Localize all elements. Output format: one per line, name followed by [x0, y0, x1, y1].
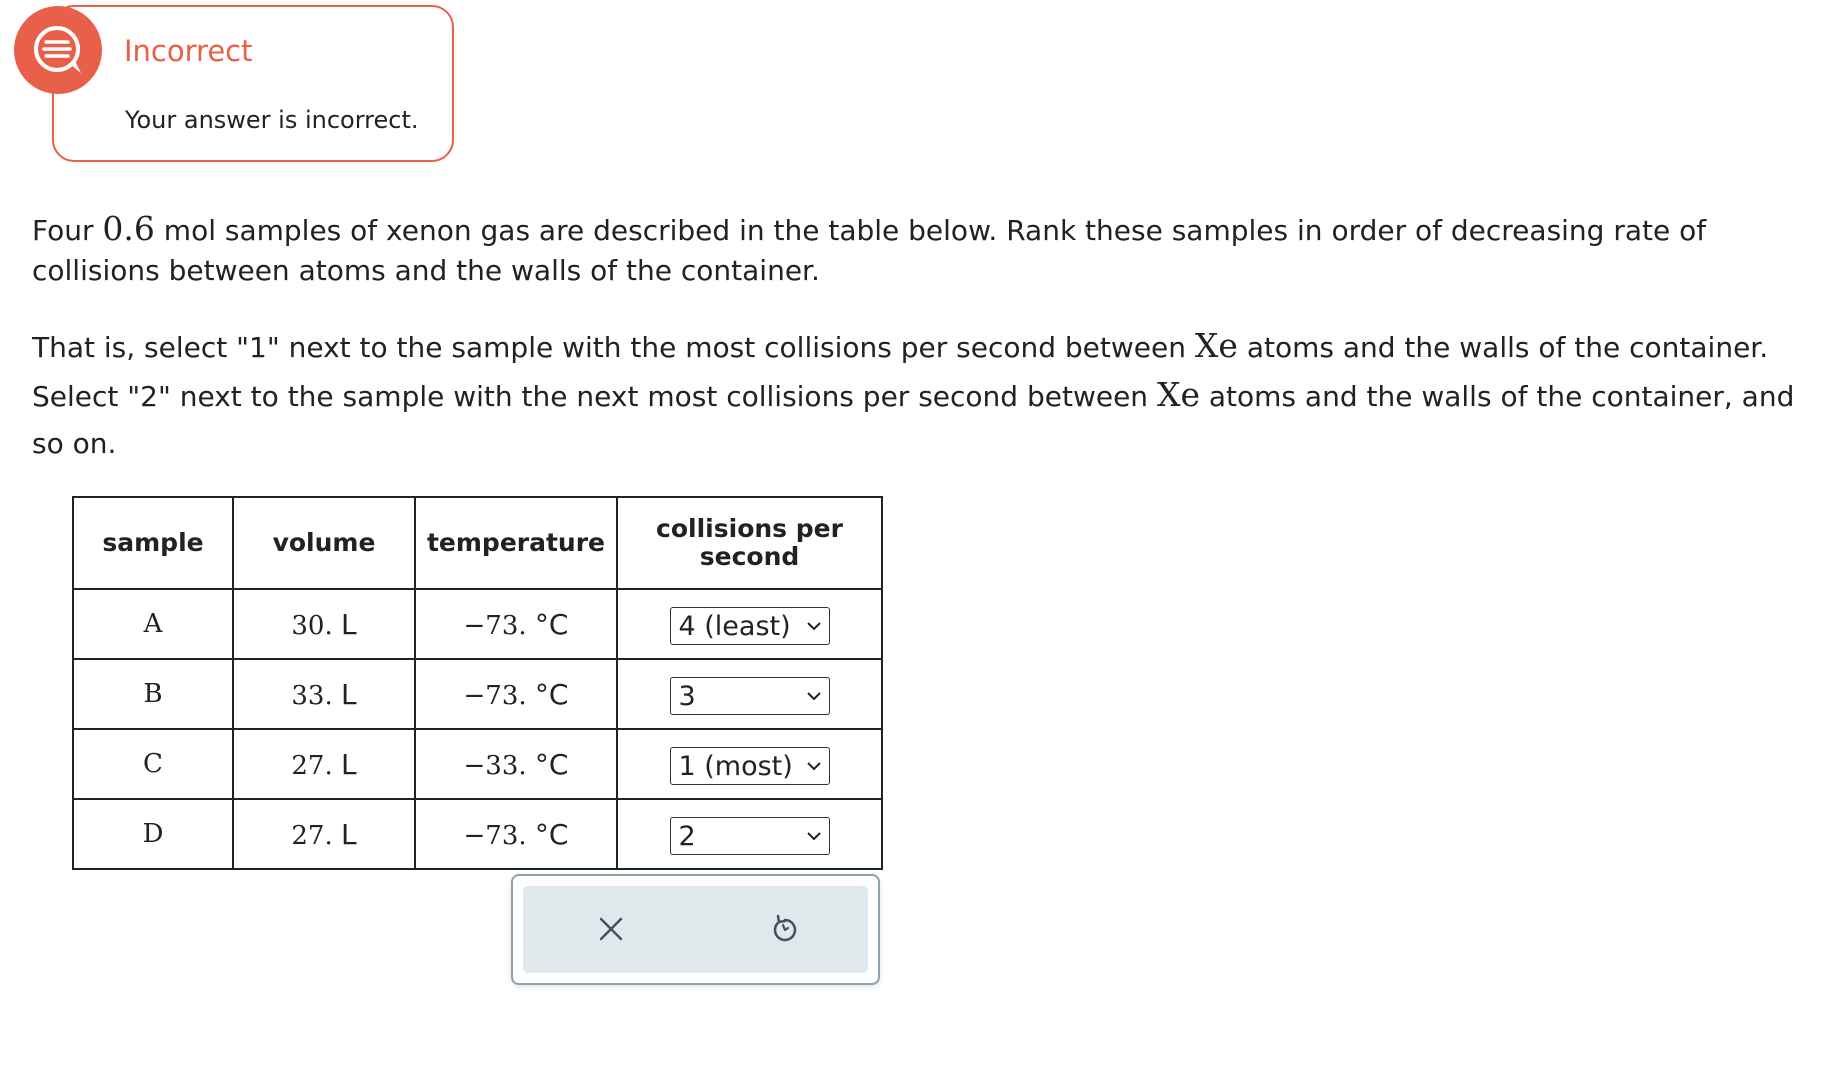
volume-cell [233, 729, 415, 799]
table-header-row [73, 497, 882, 589]
rank-selected-value: 1 (most) [678, 750, 793, 782]
header-collisions [617, 497, 882, 589]
temperature-value: −73. [463, 820, 527, 851]
clear-button[interactable] [586, 904, 636, 954]
sample-cell [73, 589, 233, 659]
volume-unit: L [341, 607, 357, 641]
close-icon [596, 914, 626, 944]
sample-label: A [143, 609, 163, 639]
table-row [73, 799, 882, 869]
rank-selected-value: 4 (least) [678, 610, 791, 642]
header-collisions-label: collisions per second [656, 514, 843, 571]
instruction-text: atoms and the walls of the container. Select "2" next to the sample with the next most collisions per second between [32, 331, 1769, 413]
volume-value: 27. [291, 750, 333, 781]
temperature-unit: °C [534, 677, 569, 711]
instruction-text: atoms and the walls of the container, and so on. [32, 380, 1795, 460]
xenon-symbol: Xe [1194, 326, 1238, 365]
answer-tools-panel [511, 874, 880, 985]
question-paragraph-1 [32, 209, 1822, 291]
volume-value: 27. [291, 820, 333, 851]
sample-cell [73, 659, 233, 729]
xenon-symbol: Xe [1156, 375, 1200, 414]
undo-icon [769, 913, 801, 945]
rank-selected-value: 2 [678, 820, 696, 852]
rank-cell [617, 729, 882, 799]
volume-unit: L [341, 817, 357, 851]
temperature-unit: °C [534, 747, 569, 781]
undo-button[interactable] [760, 904, 810, 954]
header-sample: sample [73, 497, 233, 589]
question-text: mol samples of xenon gas are described in the table below. Rank these samples in order of decreasing rate of collisions between atoms and the walls of the container. [32, 214, 1707, 287]
feedback-message: Your answer is incorrect. [125, 106, 419, 134]
temperature-unit: °C [534, 607, 569, 641]
temperature-cell [415, 799, 617, 869]
volume-value: 33. [291, 680, 333, 711]
chevron-down-icon [805, 759, 823, 773]
answer-tools-bar [523, 886, 868, 973]
samples-table [72, 496, 883, 870]
volume-cell [233, 589, 415, 659]
sample-cell [73, 729, 233, 799]
volume-value: 30. [291, 610, 333, 641]
volume-unit: L [341, 677, 357, 711]
table-row [73, 729, 882, 799]
sample-label: C [143, 749, 163, 779]
table-row [73, 589, 882, 659]
feedback-title: Incorrect [124, 34, 253, 68]
temperature-cell [415, 659, 617, 729]
temperature-cell [415, 729, 617, 799]
temperature-value: −33. [463, 750, 527, 781]
question-paragraph-2 [32, 322, 1822, 467]
rank-cell [617, 589, 882, 659]
mole-amount: 0.6 [102, 209, 155, 248]
rank-selected-value: 3 [678, 680, 696, 712]
volume-unit: L [341, 747, 357, 781]
rank-select-d[interactable] [670, 817, 830, 855]
volume-cell [233, 659, 415, 729]
chevron-down-icon [805, 689, 823, 703]
temperature-unit: °C [534, 817, 569, 851]
feedback-chat-icon [14, 6, 102, 94]
rank-cell [617, 799, 882, 869]
temperature-value: −73. [463, 610, 527, 641]
rank-select-c[interactable] [670, 747, 830, 785]
temperature-value: −73. [463, 680, 527, 711]
temperature-cell [415, 589, 617, 659]
sample-label: D [142, 819, 164, 849]
table-row [73, 659, 882, 729]
rank-select-b[interactable] [670, 677, 830, 715]
question-text: Four [32, 214, 103, 247]
chevron-down-icon [805, 829, 823, 843]
rank-cell [617, 659, 882, 729]
chevron-down-icon [805, 619, 823, 633]
header-volume: volume [233, 497, 415, 589]
instruction-text: That is, select "1" next to the sample with the most collisions per second between [32, 331, 1195, 364]
volume-cell [233, 799, 415, 869]
sample-cell [73, 799, 233, 869]
sample-label: B [143, 679, 163, 709]
rank-select-a[interactable] [670, 607, 830, 645]
feedback-callout [52, 5, 454, 162]
header-temperature: temperature [415, 497, 617, 589]
